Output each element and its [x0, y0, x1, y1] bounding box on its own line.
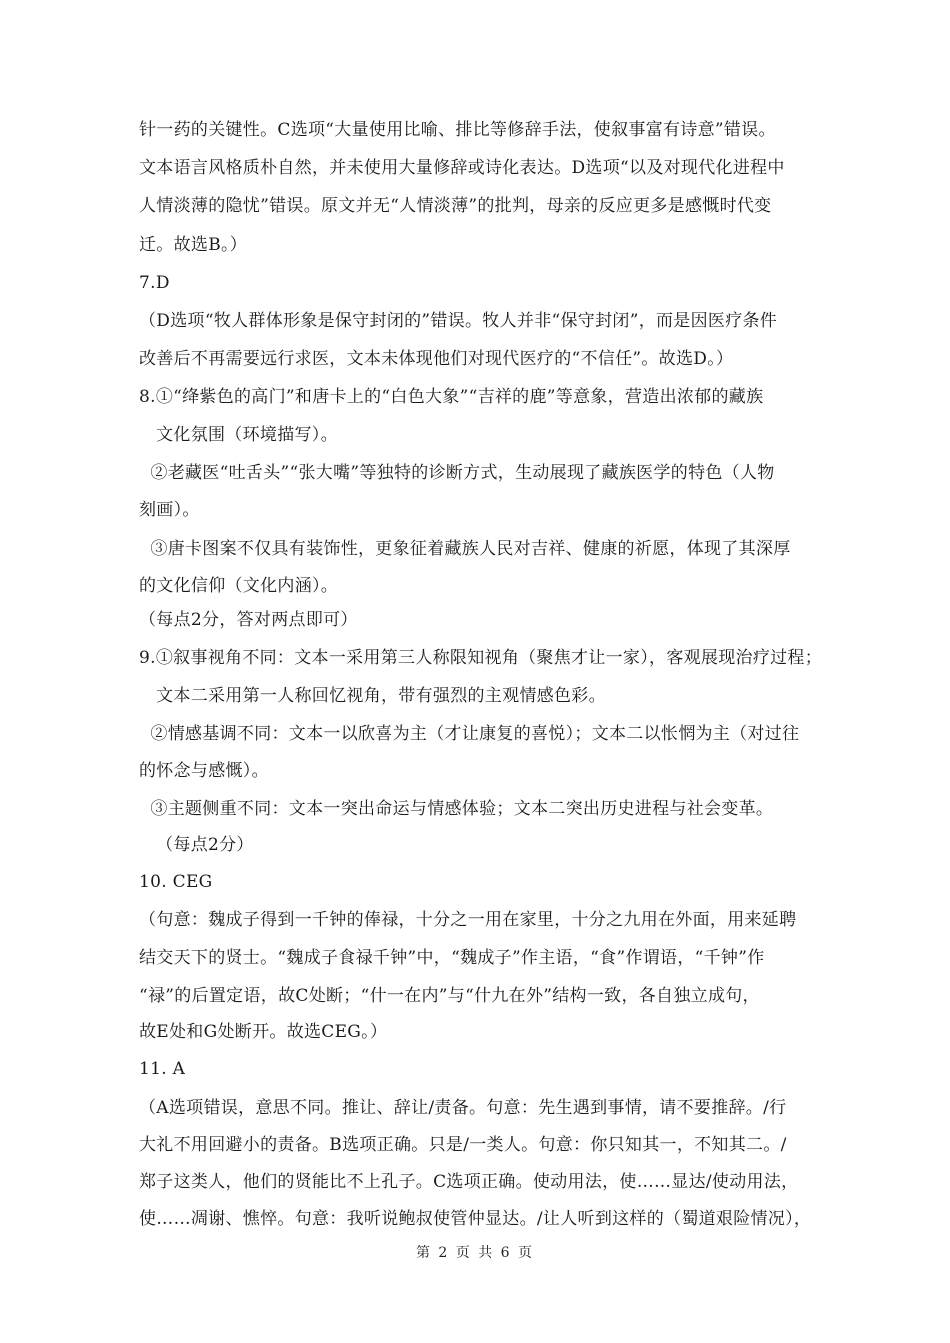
text-line: 的文化信仰（文化内涵）。	[139, 576, 339, 596]
text-line: 结交天下的贤士。“魏成子食禄千钟”中，“魏成子”作主语，“食”作谓语，“千钟”作	[139, 948, 765, 968]
text-line: 文化氛围（环境描写）。	[139, 425, 338, 445]
text-line: 的怀念与感慨）。	[139, 761, 269, 781]
text-line: （D选项“牧人群体形象是保守封闭的”错误。牧人并非“保守封闭”，而是因医疗条件	[139, 311, 778, 331]
text-line: （每点2分）	[139, 835, 254, 855]
text-line: 郑子这类人，他们的贤能比不上孔子。C选项正确。使动用法，使……显达/使动用法，	[139, 1172, 799, 1192]
text-line: “禄”的后置定语，故C处断；“什一在内”与“什九在外”结构一致，各自独立成句，	[139, 986, 760, 1006]
text-line: 8.①“绛紫色的高门”和唐卡上的“白色大象”“吉祥的鹿”等意象，营造出浓郁的藏族	[139, 387, 764, 407]
question-number: 10. CEG	[139, 872, 213, 892]
text-line: 使……凋谢、憔悴。句意：我听说鲍叔使管仲显达。/让人听到这样的（蜀道艰险情况），	[139, 1209, 812, 1229]
text-line: 改善后不再需要远行求医，文本未体现他们对现代医疗的“不信任”。故选D。）	[139, 349, 734, 369]
text-line: （句意：魏成子得到一千钟的俸禄，十分之一用在家里，十分之九用在外面，用来延聘	[139, 910, 797, 930]
text-line: 故E处和G处断开。故选CEG。）	[139, 1022, 388, 1042]
text-line: 人情淡薄的隐忧”错误。原文并无“人情淡薄”的批判，母亲的反应更多是感慨时代变	[139, 196, 772, 216]
question-number: 11. A	[139, 1059, 186, 1079]
text-line: 文本语言风格质朴自然，并未使用大量修辞或诗化表达。D选项“以及对现代化进程中	[139, 158, 785, 178]
text-line: 文本二采用第一人称回忆视角，带有强烈的主观情感色彩。	[139, 686, 606, 706]
text-line: ②情感基调不同：文本一以欣喜为主（才让康复的喜悦）；文本二以怅惘为主（对过往	[139, 724, 800, 744]
question-number: 7.D	[139, 273, 170, 293]
text-line: 针一药的关键性。C选项“大量使用比喻、排比等修辞手法，使叙事富有诗意”错误。	[139, 120, 776, 140]
text-line: ②老藏医“吐舌头”“张大嘴”等独特的诊断方式，生动展现了藏族医学的特色（人物	[139, 463, 775, 483]
text-line: 9.①叙事视角不同：文本一采用第三人称限知视角（聚焦才让一家），客观展现治疗过程；	[139, 648, 823, 668]
text-line: ③主题侧重不同：文本一突出命运与情感体验；文本二突出历史进程与社会变革。	[139, 799, 774, 819]
text-line: ③唐卡图案不仅具有装饰性，更象征着藏族人民对吉祥、健康的祈愿，体现了其深厚	[139, 539, 791, 559]
page-footer: 第 2 页 共 6 页	[415, 1245, 535, 1261]
text-line: （A选项错误，意思不同。推让、辞让/责备。句意：先生遇到事情，请不要推辞。/行	[139, 1098, 787, 1118]
text-line: 大礼不用回避小的责备。B选项正确。只是/一类人。句意：你只知其一，不知其二。/	[139, 1135, 787, 1155]
text-line: 迁。故选B。）	[139, 235, 248, 255]
text-line: （每点2分，答对两点即可）	[139, 610, 358, 630]
text-line: 刻画）。	[139, 500, 200, 520]
